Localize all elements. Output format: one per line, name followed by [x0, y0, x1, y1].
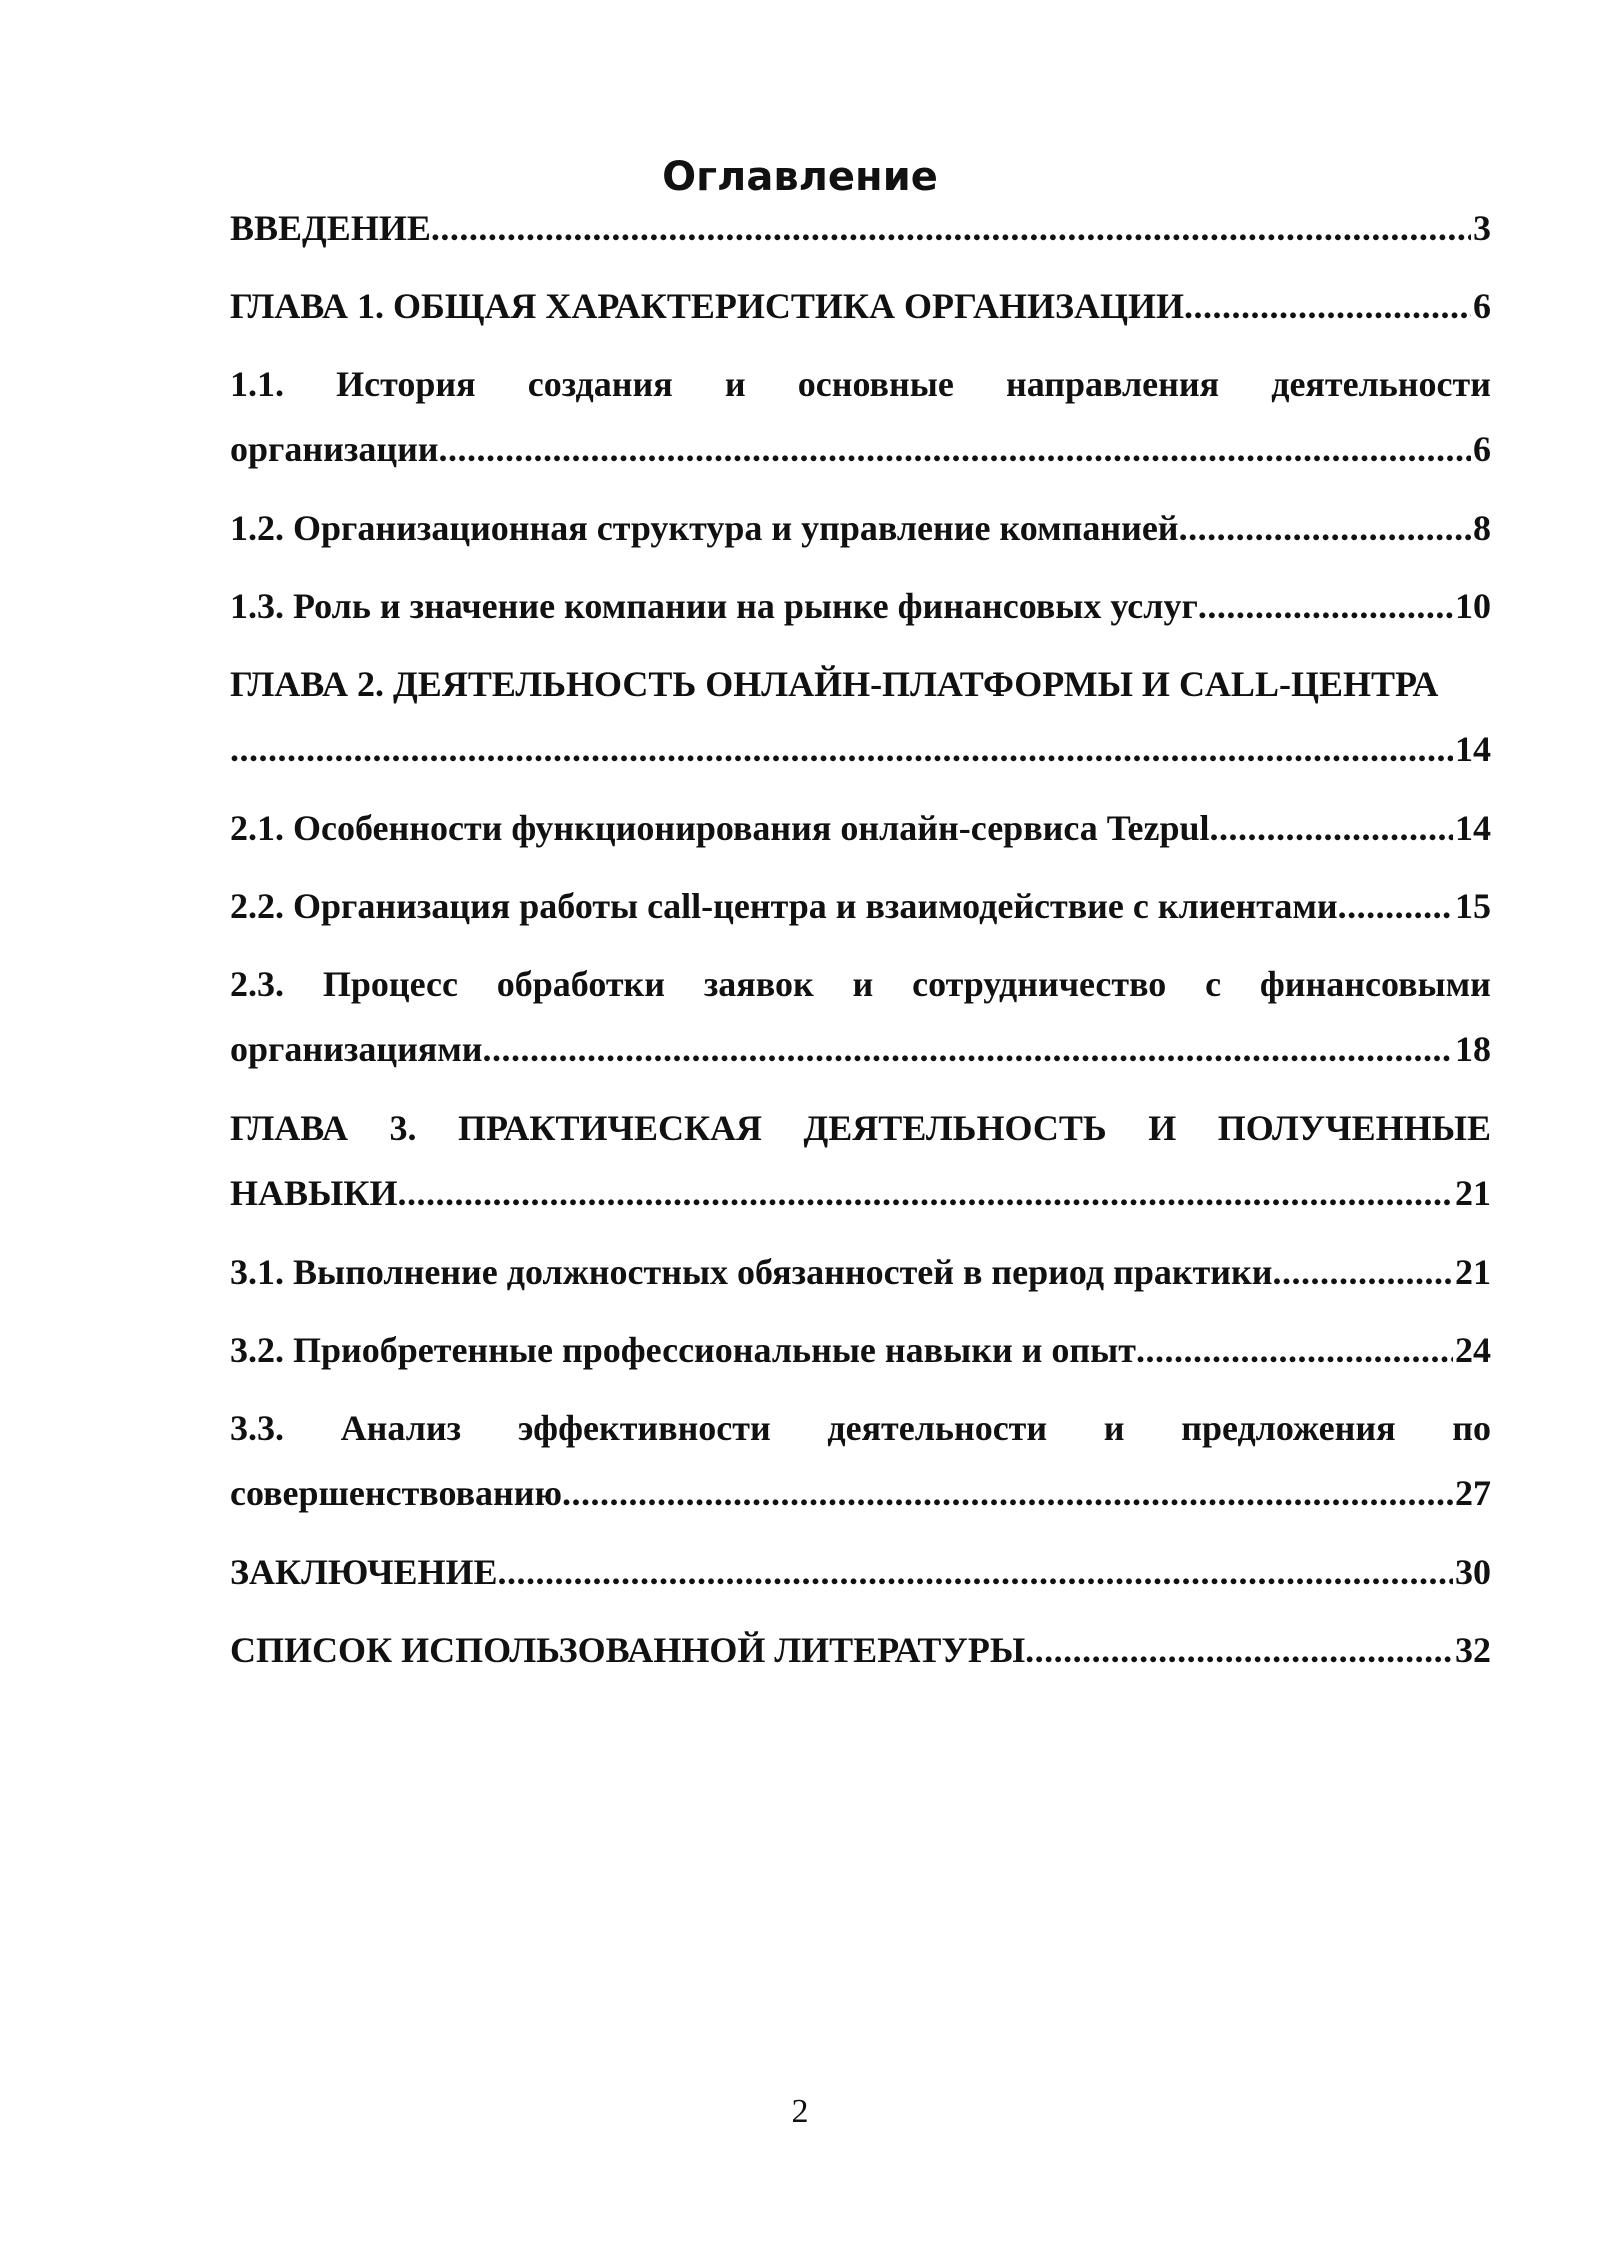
toc-entry-leader-line — [230, 506, 1491, 550]
toc-entry-page-number: 32 — [1455, 1630, 1491, 1670]
toc-entry-dot-leader — [562, 1471, 1453, 1515]
toc-entry-page-number: 18 — [1455, 1029, 1491, 1069]
toc-entry-title: 2.2. Организация работы call-центра и взаимодействие с клиентами — [230, 886, 1338, 926]
toc-entry-dot-leader — [397, 1171, 1453, 1215]
toc-entry-leader-line — [230, 1027, 1491, 1071]
toc-entry-page-number: 21 — [1455, 1252, 1491, 1292]
toc-entry-word: ДЕЯТЕЛЬНОСТЬ — [803, 1108, 1107, 1148]
toc-entry-page-number: 21 — [1455, 1173, 1491, 1213]
toc-entry-word: И — [1148, 1108, 1177, 1148]
toc-entry-word: Анализ — [340, 1408, 462, 1448]
toc-entry-word: направления — [1005, 364, 1220, 404]
toc-entry-page-number: 24 — [1455, 1330, 1491, 1370]
toc-entry-title: 1.3. Роль и значение компании на рынке финансовых услуг — [230, 586, 1198, 626]
toc-entry-dot-leader — [1025, 1628, 1453, 1672]
toc-entry-title: СПИСОК ИСПОЛЬЗОВАННОЙ ЛИТЕРАТУРЫ — [230, 1630, 1026, 1670]
toc-entry[interactable] — [230, 1406, 1491, 1515]
toc-entry[interactable] — [230, 1550, 1491, 1594]
toc-entry-word: и — [1103, 1408, 1125, 1448]
toc-entry-page-number: 3 — [1473, 208, 1491, 248]
toc-entry[interactable] — [230, 962, 1491, 1071]
toc-entry-first-line — [230, 962, 1491, 1006]
toc-entry-word: финансовыми — [1259, 964, 1491, 1004]
toc-entry-page-number: 6 — [1473, 429, 1491, 469]
toc-entry-dot-leader — [498, 1550, 1453, 1594]
toc-entry-page-number: 14 — [1455, 729, 1491, 769]
toc-entry[interactable] — [230, 206, 1491, 250]
toc-entry-leader-line — [230, 1550, 1491, 1594]
toc-entry-word: эффективности — [517, 1408, 771, 1448]
toc-entry-dot-leader — [1273, 1250, 1454, 1294]
toc-entry-title: ВВЕДЕНИЕ — [230, 208, 431, 248]
toc-entry-word: по — [1452, 1408, 1491, 1448]
page-number: 2 — [791, 2093, 809, 2130]
toc-entry-page-number: 14 — [1455, 808, 1491, 848]
toc-entry-page-number: 15 — [1455, 886, 1491, 926]
toc-entry-word: ГЛАВА — [230, 1108, 349, 1148]
toc-entry-word: и — [852, 964, 874, 1004]
toc-entry-word: 3. — [389, 1108, 417, 1148]
toc-entry-page-number: 8 — [1473, 508, 1491, 548]
toc-entry-dot-leader — [1136, 1328, 1453, 1372]
toc-entry-title: 2.1. Особенности функционирования онлайн-сервиса Tezpul — [230, 808, 1210, 848]
toc-entry-page-number: 30 — [1455, 1552, 1491, 1592]
toc-entry-word: ГЛАВА 2. ДЕЯТЕЛЬНОСТЬ ОНЛАЙН-ПЛАТФОРМЫ И CALL-ЦЕНТРА — [230, 664, 1439, 704]
toc-entry-word: ПРАКТИЧЕСКАЯ — [458, 1108, 763, 1148]
toc-entry-word: 2.3. — [230, 964, 284, 1004]
toc-entry-word: создания — [527, 364, 673, 404]
toc-entry-word: с — [1205, 964, 1222, 1004]
toc-entry[interactable] — [230, 662, 1491, 771]
toc-entry-page-number: 27 — [1455, 1473, 1491, 1513]
toc-title: Оглавление — [662, 154, 938, 200]
toc-entry-word: Процесс — [322, 964, 458, 1004]
toc-entry-leader-line — [230, 206, 1491, 250]
toc-entry[interactable] — [230, 1328, 1491, 1372]
toc-entry-title: совершенствованию — [230, 1473, 563, 1513]
toc-entry-leader-line — [230, 1628, 1491, 1672]
toc-entry-title: ЗАКЛЮЧЕНИЕ — [230, 1552, 498, 1592]
toc-entry-dot-leader — [483, 1027, 1453, 1071]
toc-entry-word: 3.3. — [230, 1408, 284, 1448]
toc-entry-page-number: 6 — [1473, 286, 1491, 326]
toc-entry-leader-line — [230, 1328, 1491, 1372]
toc-entry-title: 3.2. Приобретенные профессиональные навыки и опыт — [230, 1330, 1136, 1370]
toc-entry-leader-line — [230, 584, 1491, 628]
toc-entry[interactable] — [230, 1106, 1491, 1215]
toc-entry-first-line — [230, 1106, 1491, 1150]
toc-entry-title: 1.2. Организационная структура и управление компанией — [230, 508, 1179, 548]
toc-entry-title: 3.1. Выполнение должностных обязанностей в период практики — [230, 1252, 1273, 1292]
toc-entry-leader-line — [230, 1250, 1491, 1294]
toc-entry-dot-leader — [1210, 806, 1453, 850]
toc-entry-word: обработки — [496, 964, 666, 1004]
toc-entry[interactable] — [230, 284, 1491, 328]
toc-entry-first-line — [230, 362, 1491, 406]
toc-entry-word: предложения — [1181, 1408, 1396, 1448]
toc-entry-title: организации — [230, 429, 439, 469]
toc-entry-leader-line — [230, 884, 1491, 928]
toc-entry[interactable] — [230, 1250, 1491, 1294]
toc-entry-leader-line — [230, 1471, 1491, 1515]
toc-entry-word: История — [336, 364, 476, 404]
toc-entry[interactable] — [230, 884, 1491, 928]
toc-entry-word: деятельности — [827, 1408, 1048, 1448]
toc-entry-leader-line — [230, 806, 1491, 850]
toc-entry-page-number: 10 — [1455, 586, 1491, 626]
toc-entry-title: НАВЫКИ — [230, 1173, 398, 1213]
toc-entry[interactable] — [230, 806, 1491, 850]
toc-entry[interactable] — [230, 506, 1491, 550]
toc-entry-title: ГЛАВА 1. ОБЩАЯ ХАРАКТЕРИСТИКА ОРГАНИЗАЦИИ — [230, 286, 1184, 326]
toc-entry-first-line — [230, 662, 1491, 706]
toc-entry-leader-line — [230, 427, 1491, 471]
toc-entry-leader-line — [230, 727, 1491, 771]
toc-entry-dot-leader — [230, 727, 1453, 771]
toc-entry[interactable] — [230, 1628, 1491, 1672]
toc-entry-title: организациями — [230, 1029, 483, 1069]
toc-entry-first-line — [230, 1406, 1491, 1450]
toc-entry-dot-leader — [1179, 506, 1471, 550]
toc-entry[interactable] — [230, 362, 1491, 471]
toc-entry-leader-line — [230, 284, 1491, 328]
toc-entry-dot-leader — [1184, 284, 1471, 328]
toc-entry-leader-line — [230, 1171, 1491, 1215]
toc-entry-word: 1.1. — [230, 364, 284, 404]
toc-entry-dot-leader — [439, 427, 1471, 471]
toc-entry[interactable] — [230, 584, 1491, 628]
toc-entry-word: сотрудничество — [912, 964, 1167, 1004]
toc-entry-word: деятельности — [1271, 364, 1491, 404]
toc-entry-dot-leader — [1338, 884, 1453, 928]
toc-entry-dot-leader — [1198, 584, 1453, 628]
toc-entry-word: и — [724, 364, 746, 404]
toc-entry-word: основные — [797, 364, 954, 404]
toc-entry-word: ПОЛУЧЕННЫЕ — [1217, 1108, 1491, 1148]
toc-entry-word: заявок — [703, 964, 814, 1004]
toc-entry-dot-leader — [431, 206, 1471, 250]
